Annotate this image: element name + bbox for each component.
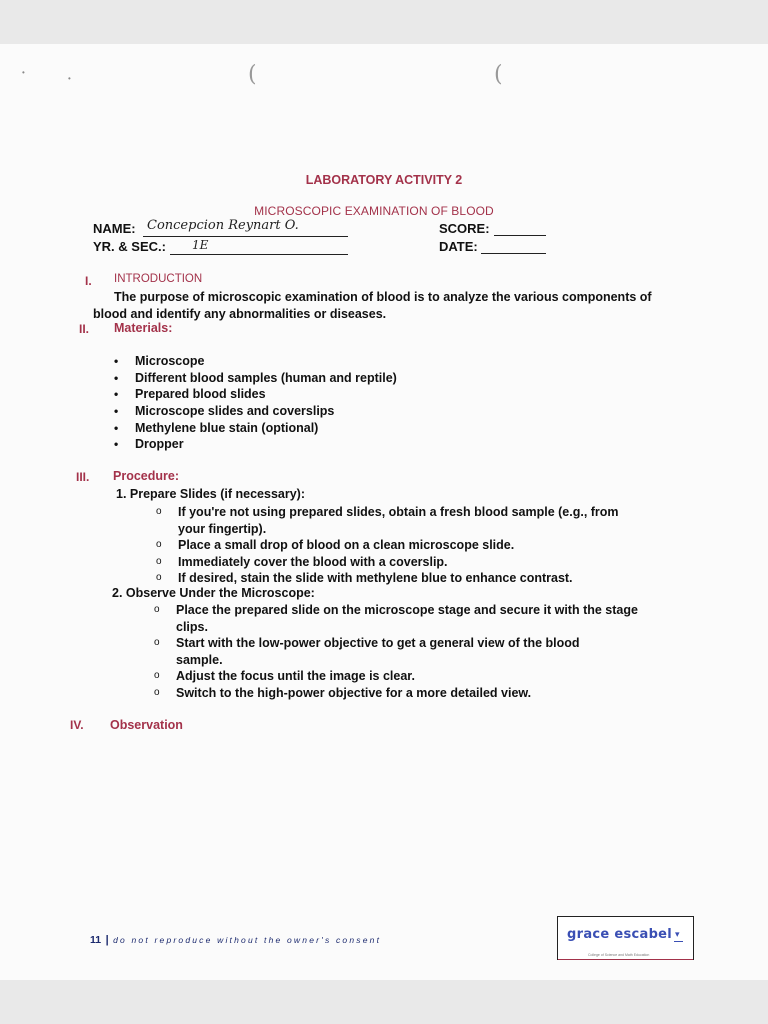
logo-rule: [558, 959, 693, 960]
list-item: • Microscope: [114, 354, 205, 368]
list-item: • Dropper: [114, 437, 184, 452]
list-item: • Methylene blue stain (optional): [114, 420, 319, 435]
page-title: LABORATORY ACTIVITY 2: [305, 173, 463, 187]
list-item: o Start with the low-power objective to get a general view of the blood sample.: [154, 636, 580, 667]
footer-separator: |: [105, 934, 109, 946]
circle-bullet-icon: o: [154, 637, 160, 648]
name-line: [143, 236, 348, 237]
yr-sec-line: [170, 254, 348, 255]
yr-sec-value[interactable]: 1E: [192, 238, 209, 252]
circle-bullet-icon: o: [154, 686, 160, 698]
procedure-substeps: [154, 602, 656, 701]
yr-sec-label: YR. & SEC.:: [93, 239, 166, 254]
list-item: o Place a small drop of blood on a clean microscope slide.: [156, 538, 515, 552]
circle-bullet-icon: o: [156, 555, 162, 567]
circle-bullet-icon: o: [156, 572, 162, 583]
document-page: [0, 44, 768, 980]
name-label: NAME:: [93, 221, 136, 236]
page-number: 11: [90, 934, 102, 946]
punch-hole-mark: (: [248, 62, 257, 87]
materials-heading: Materials:: [114, 321, 173, 335]
procedure-step: 1. Prepare Slides (if necessary):: [116, 487, 305, 501]
author-logo: [557, 916, 694, 960]
circle-bullet-icon: o: [156, 539, 162, 550]
page-subtitle: MICROSCOPIC EXAMINATION OF BLOOD: [254, 204, 494, 218]
score-label: SCORE:: [439, 221, 490, 236]
bullet-icon: •: [114, 354, 119, 368]
bullet-icon: •: [114, 404, 119, 419]
section-number: II.: [79, 322, 90, 336]
procedure-substeps: [156, 504, 648, 587]
list-item: o Switch to the high-power objective for a more detailed view.: [154, 685, 532, 700]
name-value[interactable]: Concepcion Reynart O.: [147, 218, 299, 233]
procedure-step: 2. Observe Under the Microscope:: [112, 586, 315, 600]
list-item: o Immediately cover the blood with a coverslip.: [156, 554, 448, 569]
circle-bullet-icon: o: [154, 670, 160, 681]
logo-underline: [674, 941, 683, 942]
scan-speck: •: [68, 74, 71, 83]
copyright-note: do not reproduce without the owner's consent: [113, 935, 382, 945]
bullet-icon: •: [114, 387, 119, 402]
circle-bullet-icon: o: [154, 604, 160, 615]
logo-subtext: College of Science and Math Education: [588, 953, 650, 957]
section-number: III.: [76, 470, 90, 484]
section-number: IV.: [70, 718, 84, 732]
procedure-heading: Procedure:: [113, 469, 179, 483]
introduction-text: The purpose of microscopic examination of blood is to analyze the various components of blood and identify any abnormalities or diseases.: [93, 290, 652, 321]
list-item: • Microscope slides and coverslips: [114, 404, 335, 419]
list-item: o Place the prepared slide on the microscope stage and secure it with the stage clips.: [154, 603, 638, 634]
logo-mark-icon: ▾: [675, 929, 680, 939]
date-label: DATE:: [439, 239, 478, 254]
list-item: • Different blood samples (human and reptile): [114, 370, 397, 385]
materials-list: [114, 353, 555, 453]
list-item: • Prepared blood slides: [114, 387, 266, 402]
logo-text: grace escabel: [567, 927, 673, 942]
introduction-heading: INTRODUCTION: [114, 273, 203, 285]
circle-bullet-icon: o: [156, 506, 162, 517]
bullet-icon: •: [114, 420, 119, 435]
bullet-icon: •: [114, 370, 119, 385]
scan-speck: •: [22, 68, 25, 77]
list-item: o If you're not using prepared slides, obtain a fresh blood sample (e.g., from your fingertip).: [156, 505, 619, 536]
page-footer: [90, 930, 381, 948]
section-number: I.: [85, 274, 92, 288]
punch-hole-mark: (: [494, 62, 503, 87]
date-line[interactable]: [481, 253, 546, 254]
score-line[interactable]: [494, 235, 546, 236]
list-item: o If desired, stain the slide with methylene blue to enhance contrast.: [156, 571, 573, 585]
bullet-icon: •: [114, 437, 119, 452]
observation-heading: Observation: [110, 718, 183, 732]
list-item: o Adjust the focus until the image is clear.: [154, 669, 415, 683]
